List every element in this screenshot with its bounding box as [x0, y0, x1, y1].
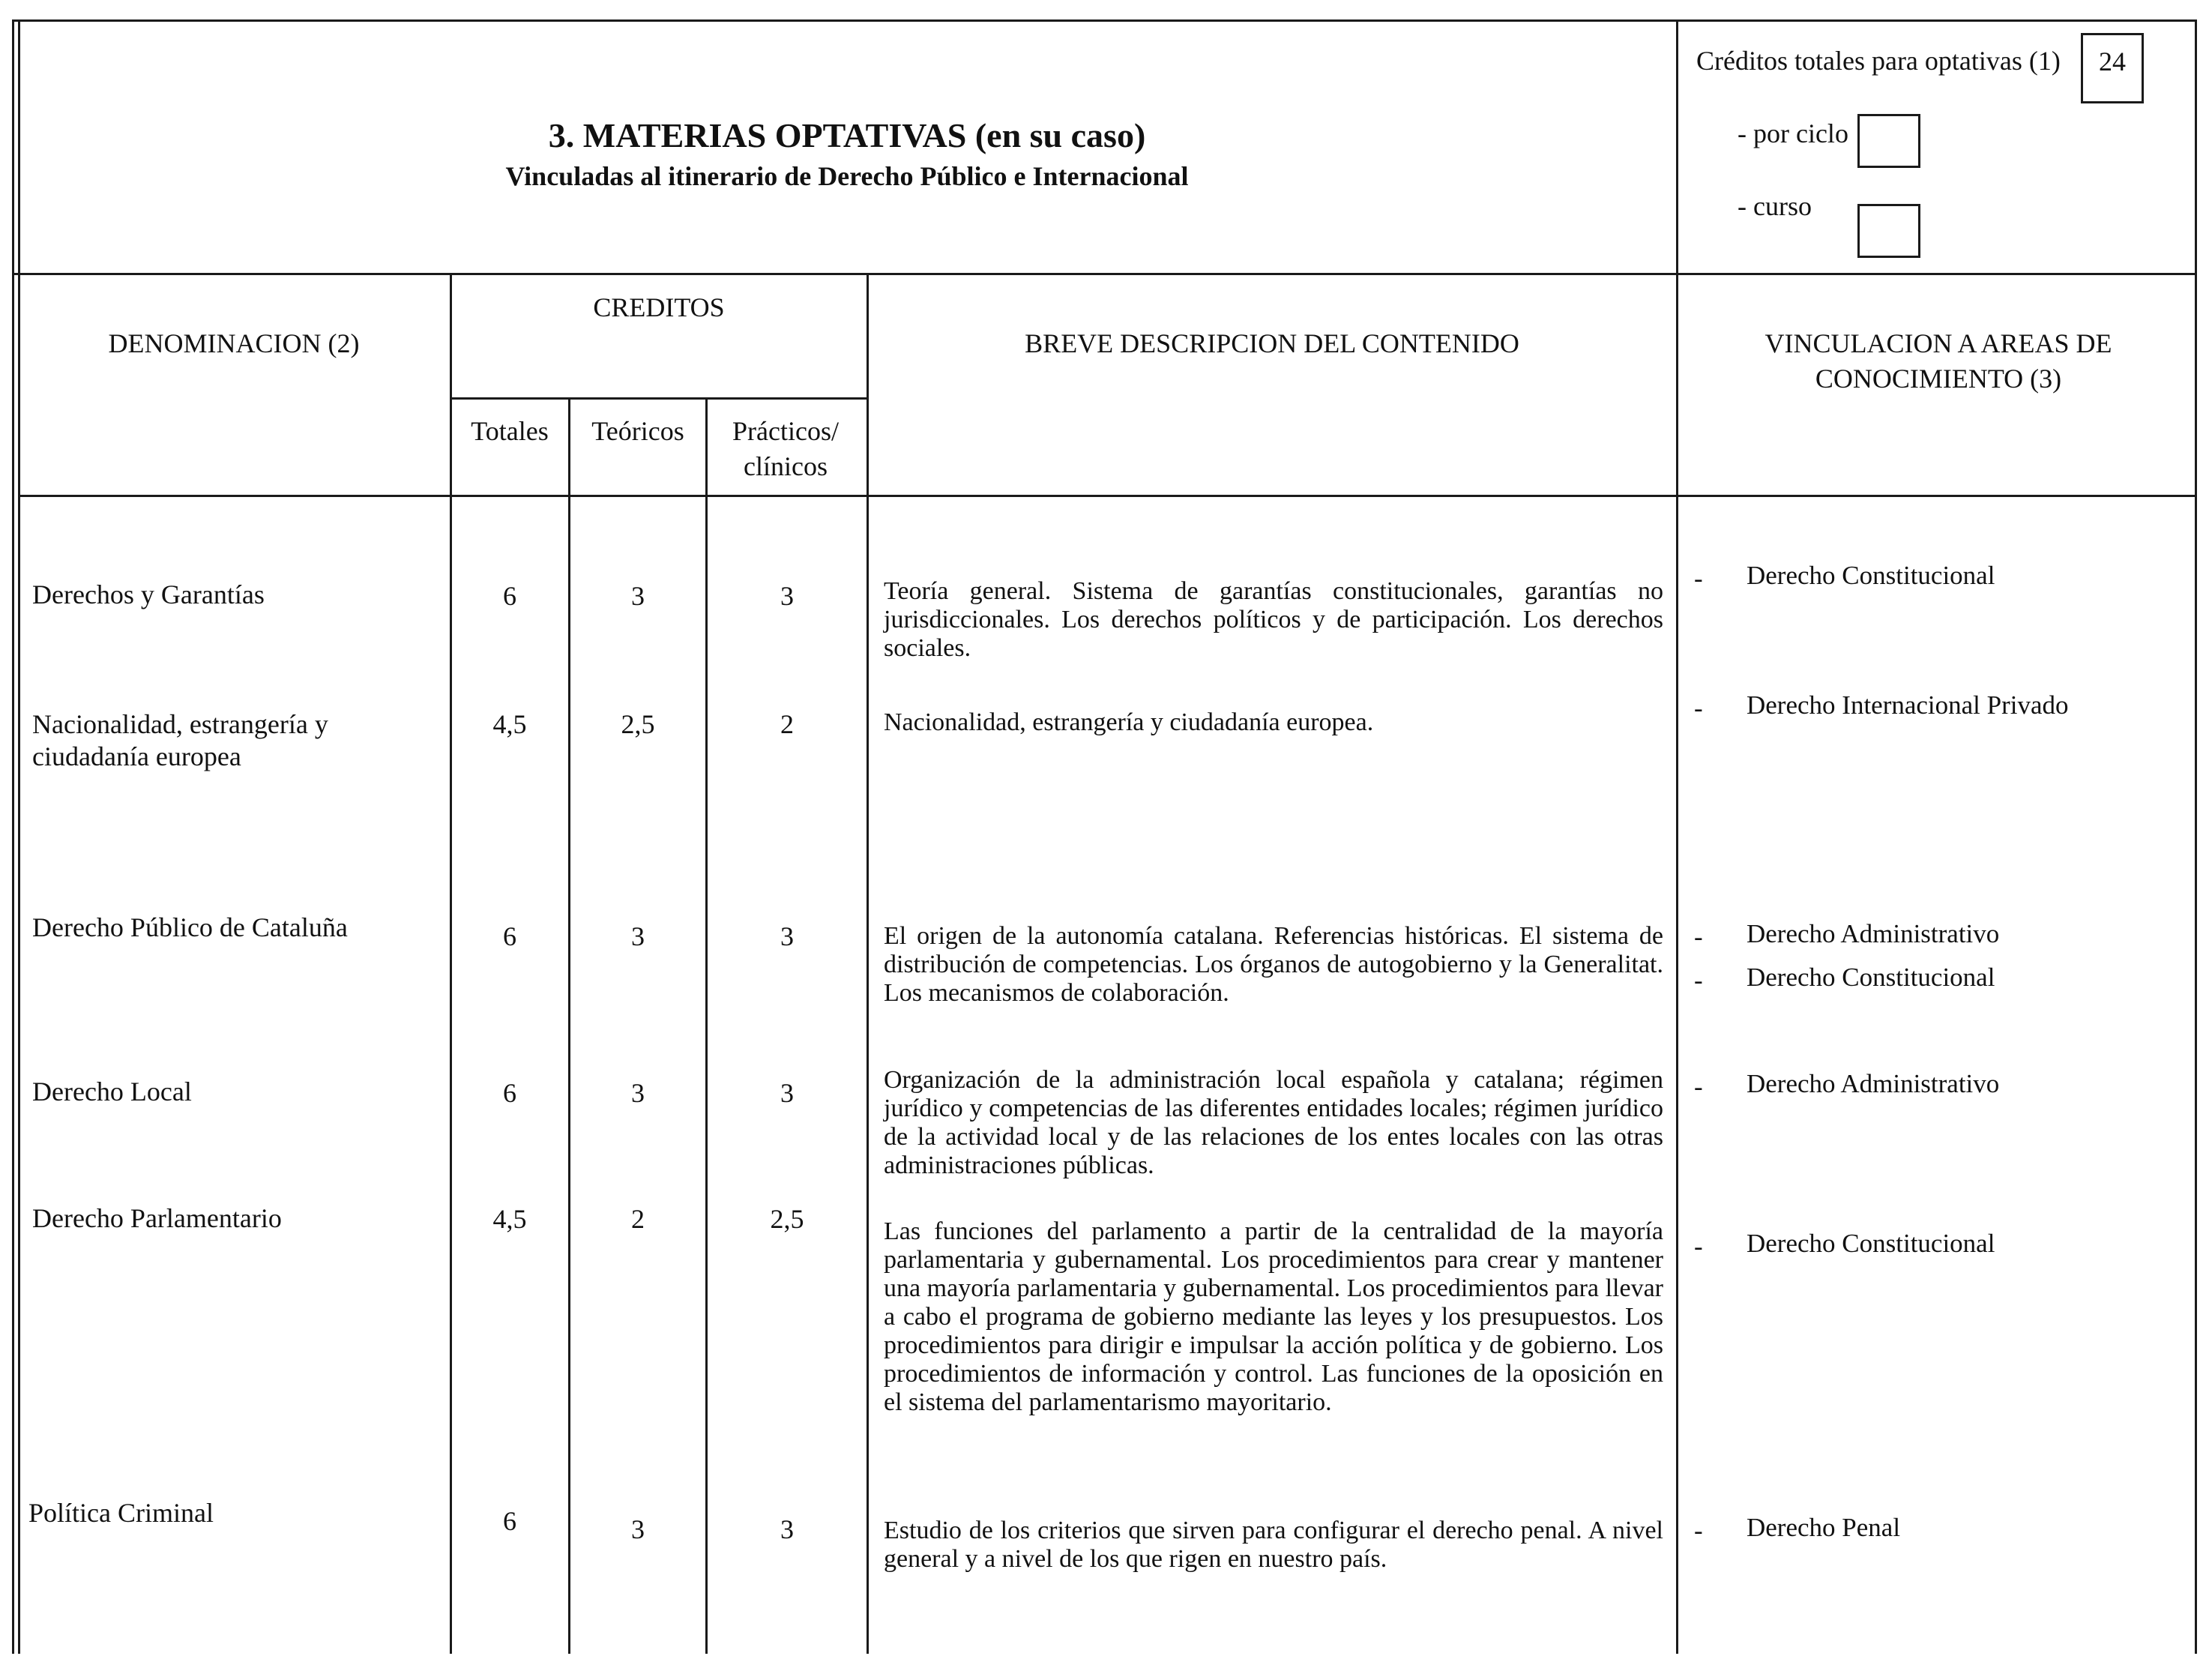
section-title: 3. MATERIAS OPTATIVAS (en su caso) — [548, 116, 1146, 154]
row-1-area-1: Derecho Constitucional — [1747, 561, 1995, 590]
row-3-name: Derecho Público de Cataluña — [32, 912, 348, 942]
row-1-name: Derechos y Garantías — [32, 579, 265, 609]
row-2-area-1-bullet: - — [1694, 693, 1703, 723]
table-border-left — [12, 19, 14, 1654]
row-5-name: Derecho Parlamentario — [32, 1203, 282, 1233]
row-2-name: Nacionalidad, estrangería y ciudadanía europea — [32, 709, 328, 772]
column-header-divider — [18, 495, 2197, 497]
row-6-teoricos: 3 — [631, 1514, 645, 1544]
table-border-left-inner — [18, 19, 20, 1654]
row-3-description: El origen de la autonomía catalana. Referencias históricas. El sistema de distribución de competencias. Los órganos de autogobierno y la Generalitat. Los mecanismos de colaboración. — [884, 922, 1663, 1008]
row-3-area-2: Derecho Constitucional — [1747, 963, 1995, 992]
row-6-area-1: Derecho Penal — [1747, 1513, 1901, 1542]
table-border-right — [2195, 19, 2197, 1654]
total-credits-box — [2081, 33, 2144, 103]
curso-label: - curso — [1738, 191, 1812, 221]
row-6-area-1-bullet: - — [1694, 1516, 1703, 1545]
row-4-area-1-bullet: - — [1694, 1072, 1703, 1101]
col-divider-description-right — [1676, 19, 1678, 1654]
header-teoricos: Teóricos — [591, 416, 684, 446]
row-4-name: Derecho Local — [32, 1077, 192, 1107]
header-totales: Totales — [471, 416, 549, 446]
row-1-totales: 6 — [503, 581, 516, 611]
row-3-area-1: Derecho Administrativo — [1747, 919, 2000, 948]
row-1-description: Teoría general. Sistema de garantías constitucionales, garantías no jurisdiccionales. Los derechos políticos y de participación. Los derechos sociales. — [884, 577, 1663, 663]
row-3-area-2-bullet: - — [1694, 966, 1703, 995]
row-5-practicos: 2,5 — [770, 1204, 804, 1234]
row-1-area-1-bullet: - — [1694, 564, 1703, 593]
header-practicos: Prácticos/ clínicos — [732, 416, 839, 481]
section-subtitle: Vinculadas al itinerario de Derecho Público e Internacional — [505, 161, 1189, 191]
row-6-practicos: 3 — [780, 1514, 794, 1544]
table-border-top — [12, 19, 2197, 22]
row-3-area-1-bullet: - — [1694, 922, 1703, 951]
creditos-subheader-divider — [450, 397, 869, 400]
por-ciclo-label: - por ciclo — [1738, 118, 1848, 148]
header-vinculacion: VINCULACION A AREAS DE CONOCIMIENTO (3) — [1765, 328, 2112, 394]
row-4-practicos: 3 — [780, 1078, 794, 1108]
row-1-teoricos: 3 — [631, 581, 645, 611]
row-1-practicos: 3 — [780, 581, 794, 611]
row-3-practicos: 3 — [780, 921, 794, 951]
row-2-area-1: Derecho Internacional Privado — [1747, 690, 2069, 720]
row-6-totales: 6 — [503, 1506, 516, 1536]
total-credits-value: 24 — [2099, 46, 2126, 76]
row-5-area-1: Derecho Constitucional — [1747, 1229, 1995, 1258]
row-2-totales: 4,5 — [492, 709, 527, 739]
row-2-teoricos: 2,5 — [621, 709, 655, 739]
row-6-description: Estudio de los criterios que sirven para configurar el derecho penal. A nivel general y a nivel de los que rigen en nuestro país. — [884, 1517, 1663, 1574]
por-ciclo-box[interactable] — [1857, 114, 1920, 168]
row-5-area-1-bullet: - — [1694, 1232, 1703, 1261]
row-3-teoricos: 3 — [631, 921, 645, 951]
row-4-area-1: Derecho Administrativo — [1747, 1069, 2000, 1098]
row-5-totales: 4,5 — [492, 1204, 527, 1234]
row-5-description: Las funciones del parlamento a partir de la centralidad de la mayoría parlamentaria y gubernamental. Los procedimientos para crear y mantener una mayoría parlamentaria y gubernamental. Los procedimientos para llevar a cabo el programa de gobierno mediante las leyes y los presupuestos. Los procedimientos para dirigir e impulsar la acción política y de gobierno. Los procedimientos de información y control. Las funciones de la oposición en el sistema del parlamentarismo mayoritario. — [884, 1217, 1663, 1417]
row-4-description: Organización de la administración local española y catalana; régimen jurídico y competencias de las diferentes entidades locales; régimen jurídico de la actividad local y de las relaciones de los entes locales con las otras administraciones públicas. — [884, 1066, 1663, 1180]
header-divider — [12, 273, 2197, 275]
header-descripcion: BREVE DESCRIPCION DEL CONTENIDO — [1025, 328, 1519, 358]
col-divider-creditos-right — [867, 273, 869, 1654]
col-divider-denominacion — [450, 273, 452, 1654]
row-6-name: Política Criminal — [28, 1498, 214, 1528]
header-creditos: CREDITOS — [593, 292, 725, 322]
row-2-practicos: 2 — [780, 709, 794, 739]
row-3-totales: 6 — [503, 921, 516, 951]
row-4-totales: 6 — [503, 1078, 516, 1108]
row-2-description: Nacionalidad, estrangería y ciudadanía europea. — [884, 708, 1374, 736]
row-4-teoricos: 3 — [631, 1078, 645, 1108]
total-credits-label: Créditos totales para optativas (1) — [1696, 46, 2061, 76]
curso-box[interactable] — [1857, 204, 1920, 258]
row-5-teoricos: 2 — [631, 1204, 645, 1234]
header-denominacion: DENOMINACION (2) — [108, 328, 360, 358]
